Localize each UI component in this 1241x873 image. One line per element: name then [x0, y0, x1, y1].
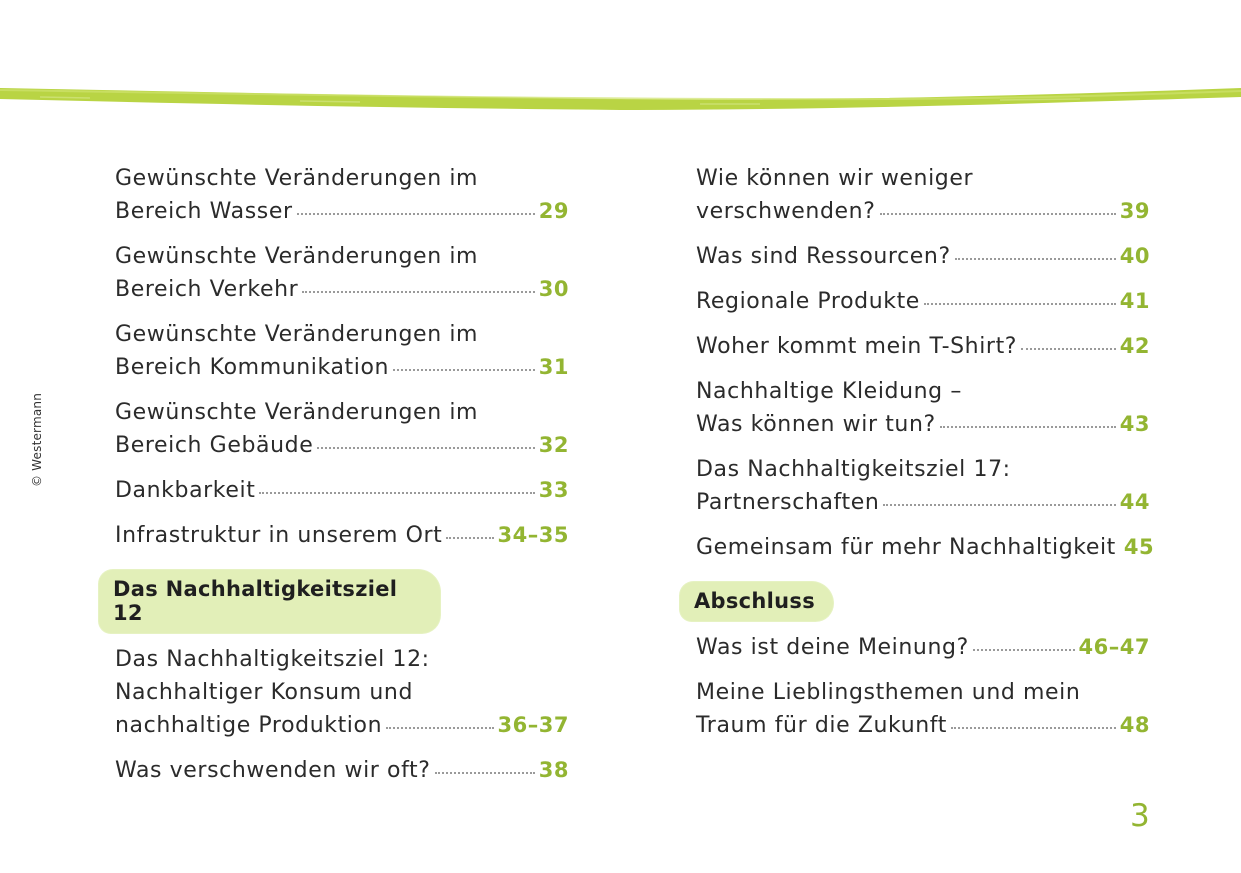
entry-text-line: nachhaltige Produktion	[115, 713, 383, 738]
entry-text-line: Gewünschte Veränderungen im	[115, 400, 479, 425]
dot-leader	[259, 492, 534, 494]
page-ref: 43	[1119, 412, 1150, 436]
entry-text-line: Meine Lieblingsthemen und mein	[696, 680, 1081, 705]
entry-text-line: Gemeinsam für mehr Nachhaltigkeit	[696, 535, 1116, 560]
page-ref: 39	[1119, 199, 1150, 223]
toc-entry[interactable]	[115, 318, 569, 384]
entry-text-line: Woher kommt mein T-Shirt?	[696, 334, 1018, 359]
dot-leader	[386, 727, 493, 729]
toc-entry[interactable]	[696, 631, 1150, 664]
dot-leader	[880, 213, 1116, 215]
section-heading: Abschluss	[680, 582, 833, 621]
toc-entry[interactable]	[115, 162, 569, 228]
toc-entry[interactable]	[115, 474, 569, 507]
entry-text-line: Bereich Wasser	[115, 199, 293, 224]
entry-text-line: Gewünschte Veränderungen im	[115, 166, 479, 191]
page-ref: 46–47	[1078, 635, 1150, 659]
dot-leader	[297, 213, 535, 215]
dot-leader	[1021, 348, 1116, 350]
page-ref: 48	[1119, 713, 1150, 737]
entry-text-line: Was ist deine Meinung?	[696, 635, 969, 660]
entry-text-line: Bereich Gebäude	[115, 433, 314, 458]
toc-entry[interactable]	[115, 519, 569, 552]
toc-entry[interactable]	[696, 375, 1150, 441]
green-brush-stroke	[0, 0, 1241, 120]
dot-leader	[393, 369, 535, 371]
entry-text-line: Regionale Produkte	[696, 289, 920, 314]
dot-leader	[940, 426, 1116, 428]
page-ref: 42	[1119, 334, 1150, 358]
entry-text-line: Dankbarkeit	[115, 478, 256, 503]
page-ref: 29	[538, 199, 569, 223]
dot-leader	[955, 258, 1116, 260]
copyright-note: © Westermann	[30, 392, 44, 488]
dot-leader	[317, 447, 534, 449]
dot-leader	[973, 649, 1075, 651]
entry-text-line: Nachhaltige Kleidung –	[696, 379, 962, 404]
page-ref: 40	[1119, 244, 1150, 268]
page-ref: 33	[538, 478, 569, 502]
page-number: 3	[1130, 798, 1150, 834]
entry-text-line: Infrastruktur in unserem Ort	[115, 523, 443, 548]
dot-leader	[302, 291, 534, 293]
toc-right-column	[694, 162, 1155, 754]
entry-text-line: Partnerschaften	[696, 490, 880, 515]
toc-entry[interactable]	[115, 240, 569, 306]
entry-text-line: Bereich Verkehr	[115, 277, 299, 302]
toc-entry[interactable]	[696, 240, 1150, 273]
page-ref: 36–37	[497, 713, 569, 737]
toc-entry[interactable]	[115, 754, 569, 787]
dot-leader	[951, 727, 1116, 729]
page-ref: 45	[1123, 535, 1155, 559]
page-ref: 30	[538, 277, 569, 301]
entry-text-line: Wie können wir weniger	[696, 166, 974, 191]
toc-entry[interactable]	[115, 396, 569, 462]
dot-leader	[446, 537, 493, 539]
page-ref: 41	[1119, 289, 1150, 313]
entry-text-line: Gewünschte Veränderungen im	[115, 322, 479, 347]
entry-text-line: Das Nachhaltigkeitsziel 17:	[696, 457, 1011, 482]
dot-leader	[924, 303, 1116, 305]
page-ref: 31	[538, 355, 569, 379]
toc-left-column	[115, 162, 569, 799]
toc-entry[interactable]	[696, 162, 1150, 228]
entry-text-line: Traum für die Zukunft	[696, 713, 947, 738]
toc-entry[interactable]	[696, 676, 1150, 742]
entry-text-line: Was verschwenden wir oft?	[115, 758, 431, 783]
page-ref: 34–35	[497, 523, 569, 547]
section-heading: Das Nachhaltigkeitsziel 12	[99, 570, 440, 633]
entry-text-line: Bereich Kommunikation	[115, 355, 390, 380]
page-ref: 32	[538, 433, 569, 457]
entry-text-line: Was sind Ressourcen?	[696, 244, 951, 269]
page-ref: 44	[1119, 490, 1150, 514]
entry-text-line: Was können wir tun?	[696, 412, 936, 437]
entry-text-line: Das Nachhaltigkeitsziel 12:	[115, 647, 430, 672]
page-ref: 38	[538, 758, 569, 782]
entry-text-line: Gewünschte Veränderungen im	[115, 244, 479, 269]
toc-entry[interactable]	[696, 453, 1150, 519]
toc-entry[interactable]	[696, 285, 1150, 318]
entry-text-line: verschwenden?	[696, 199, 876, 224]
toc-entry[interactable]	[696, 531, 1155, 564]
toc-entry[interactable]	[696, 330, 1150, 363]
dot-leader	[435, 772, 535, 774]
entry-text-line: Nachhaltiger Konsum und	[115, 680, 414, 705]
toc-entry[interactable]	[115, 643, 569, 742]
dot-leader	[883, 504, 1115, 506]
